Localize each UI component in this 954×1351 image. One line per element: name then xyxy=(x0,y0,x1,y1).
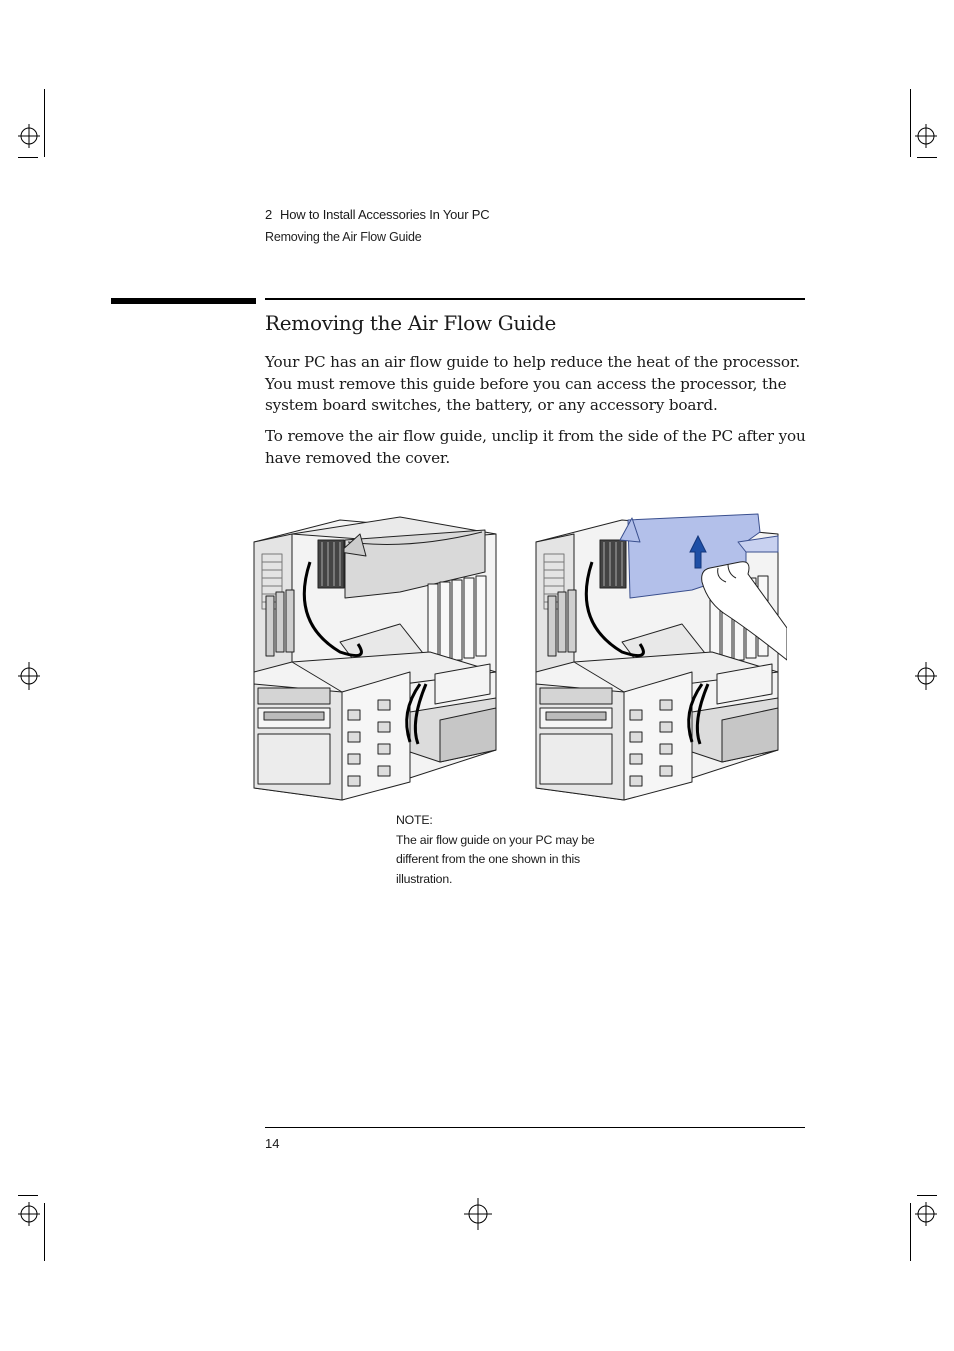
footer-rule xyxy=(265,1127,805,1128)
note-label: NOTE: xyxy=(396,813,433,827)
figure-note xyxy=(396,811,611,889)
note-line: different from the one shown in this xyxy=(396,852,580,866)
chapter-title: How to Install Accessories In Your PC xyxy=(280,207,490,222)
note-line: The air flow guide on your PC may be xyxy=(396,832,595,847)
title-rule-thick xyxy=(111,298,256,304)
pc-open-chassis-illustration xyxy=(250,512,505,807)
paragraph-intro: Your PC has an air flow guide to help reduce the heat of the processor. You must remove this guide before you can access the processor, the system board switches, the battery, or any accessory board. xyxy=(265,353,801,414)
note-line: illustration. xyxy=(396,871,453,886)
running-header-section: Removing the Air Flow Guide xyxy=(265,230,422,244)
chapter-number: 2 xyxy=(265,207,273,222)
running-header-chapter xyxy=(265,207,497,222)
title-rule xyxy=(265,298,805,300)
page-title: Removing the Air Flow Guide xyxy=(265,311,557,335)
page-number: 14 xyxy=(265,1136,280,1151)
pc-air-flow-guide-removal-illustration xyxy=(532,512,787,807)
paragraph-instructions: To remove the air flow guide, unclip it from the side of the PC after you have removed the cover. xyxy=(265,427,806,467)
